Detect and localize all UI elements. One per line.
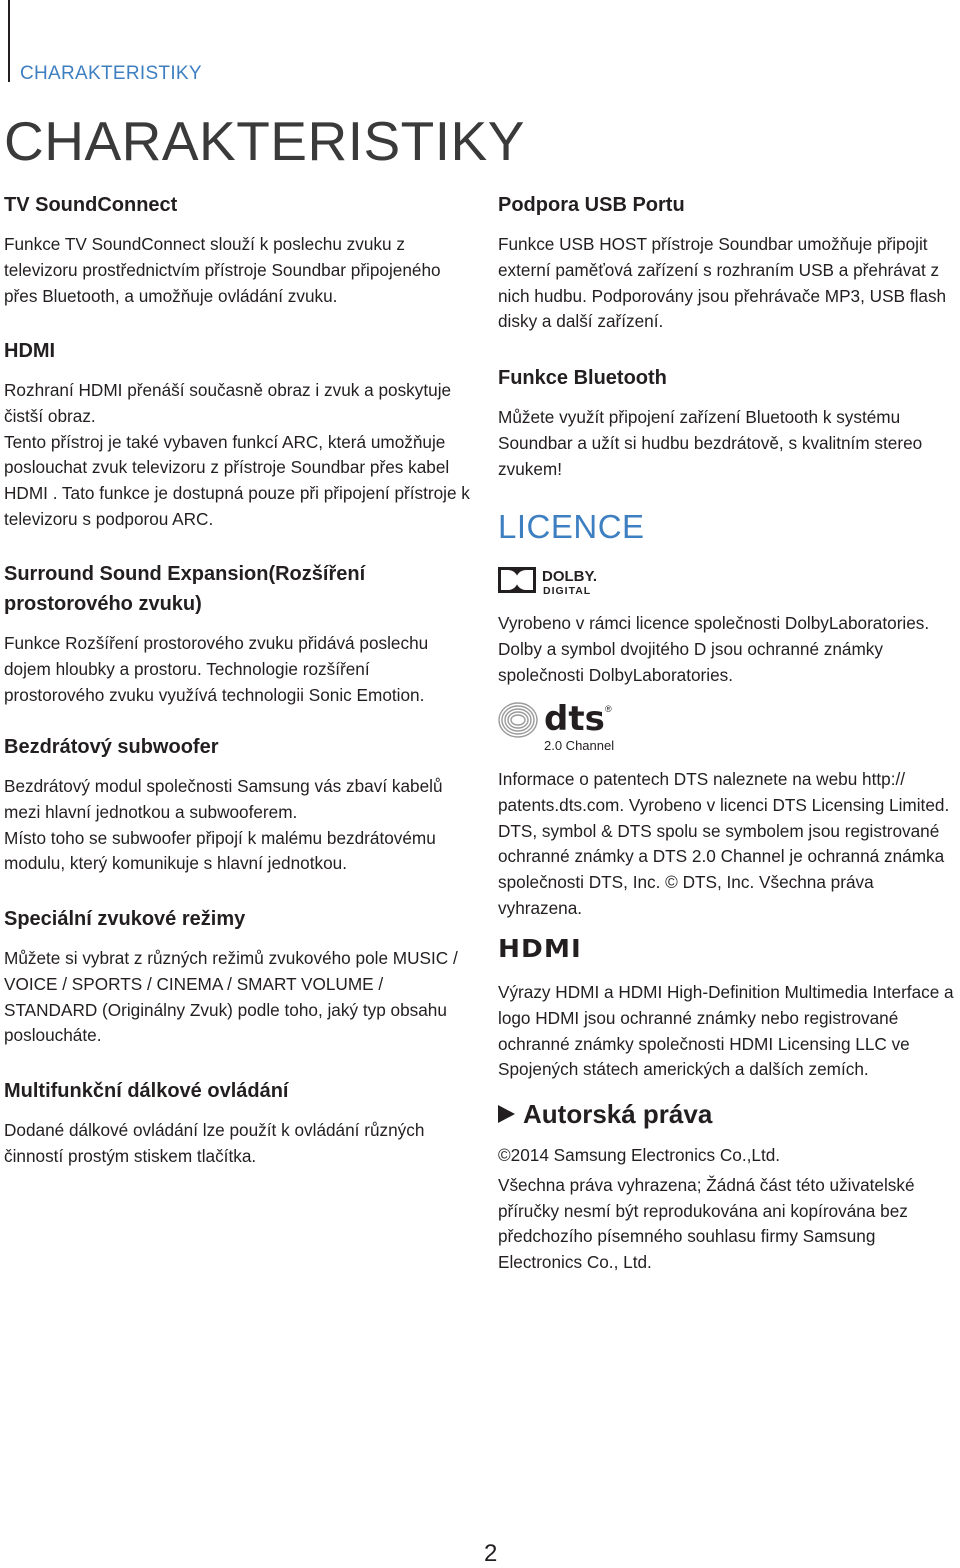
triangle-bullet-icon (498, 1105, 515, 1123)
section-surround (4, 559, 474, 708)
section-heading: Bezdrátový subwoofer (4, 736, 219, 758)
page-number: 2 (484, 1540, 498, 1567)
section-hdmi (4, 336, 474, 533)
copyright-heading-text: Autorská práva (523, 1099, 713, 1129)
licence-title: LICENCE (498, 508, 645, 545)
section-text: Tento přístroj je také vybaven funkcí ARC, která umožňuje poslouchat zvuk televizoru z přístroje Soundbar přes kabel HDMI . Tato funkce je dostupná pouze při připojení přístroje k televizoru s podporou ARC. (4, 431, 470, 529)
section-heading: Speciální zvukové režimy (4, 908, 246, 930)
dts-logo-sub: 2.0 Channel (544, 738, 615, 753)
section-heading: Multifunkční dálkové ovládání (4, 1080, 289, 1102)
copyright-heading (498, 1099, 712, 1130)
section-text: Všechna práva vyhrazena; Žádná část této uživatelské příručky nesmí být reprodukována ani kopírována bez předchozího písemného souhlasu firmy Samsung Electronics Co., Ltd. (498, 1174, 915, 1273)
section-tv-soundconnect (4, 190, 474, 309)
section-text: Můžete si vybrat z různých režimů zvukového pole MUSIC / VOICE / SPORTS / CINEMA / SMART VOLUME / STANDARD (Originálny Zvuk) podle toho, jaký typ obsahu posloucháte. (4, 948, 458, 1046)
section-dts (498, 767, 960, 922)
dolby-logo-word: DOLBY. (542, 568, 598, 585)
section-text: Místo toho se subwoofer připojí k malému bezdrátovému modulu, který komunikuje s hlavní jednotkou. (4, 827, 436, 874)
page-title: CHARAKTERISTIKY (4, 110, 525, 172)
section-text: Funkce Rozšíření prostorového zvuku přidává poslechu dojem hloubky a prostoru. Technologie rozšíření prostorového zvuku využívá technologii Sonic Emotion. (4, 633, 429, 705)
section-heading: HDMI (4, 340, 56, 362)
section-text: Rozhraní HDMI přenáší současně obraz i zvuk a poskytuje čistší obraz. (4, 380, 452, 426)
section-text: Bezdrátový modul společnosti Samsung vás zbaví kabelů mezi hlavní jednotkou a subwooferem. (4, 776, 443, 822)
section-text: Můžete využít připojení zařízení Bluetooth k systému Soundbar a užít si hudbu bezdrátově, s kvalitním stereo zvukem! (498, 407, 923, 479)
dts-disc-icon (499, 703, 537, 737)
section-copyright (498, 1143, 960, 1276)
section-text: Výrazy HDMI a HDMI High-Definition Multimedia Interface a logo HDMI jsou ochranné známky nebo registrované ochranné známky společnosti HDMI Licensing LLC ve Spojených státech amerických a dalších zemích. (498, 982, 954, 1080)
margin-rule (8, 0, 10, 82)
section-sound-modes (4, 904, 474, 1049)
running-head: CHARAKTERISTIKY (20, 63, 202, 84)
section-dolby (498, 611, 960, 688)
section-bluetooth (498, 363, 960, 482)
section-heading: Funkce Bluetooth (498, 367, 667, 389)
section-heading: TV SoundConnect (4, 194, 178, 216)
section-text: Informace o patentech DTS naleznete na webu http:// patents.dts.com. Vyrobeno v licenci DTS Licensing Limited. DTS, symbol & DTS spolu se symbolem jsou registrované ochranné známky a DTS 2.0 Channel je ochranná známka společnosti DTS, Inc. © DTS, Inc. Všechna práva vyhrazena. (498, 769, 950, 918)
section-text: Dodané dálkové ovládání lze použít k ovládání různých činností prostým stiskem tlačítka. (4, 1120, 425, 1166)
section-heading: Podpora USB Portu (498, 194, 685, 216)
hdmi-logo (498, 935, 618, 961)
section-usb (498, 190, 960, 335)
section-text: Vyrobeno v rámci licence společnosti DolbyLaboratories. Dolby a symbol dvojitého D jsou ochranné známky společnosti DolbyLaboratories. (498, 613, 930, 685)
dts-registered-mark: ® (605, 704, 612, 714)
section-text: Funkce USB HOST přístroje Soundbar umožňuje připojit externí paměťová zařízení s rozhraním USB a přehrávat z nich hudbu. Podporovány jsou přehrávače MP3, USB flash disky a další zařízení. (498, 234, 947, 332)
dts-logo-word: dts (544, 700, 605, 739)
dts-logo (498, 700, 618, 754)
section-heading: Surround Sound Expansion(Rozšíření prostorového zvuku) (4, 563, 366, 615)
section-text: Funkce TV SoundConnect slouží k poslechu zvuku z televizoru prostřednictvím přístroje Soundbar připojeného přes Bluetooth, a umožňuje ovládání zvuku. (4, 234, 441, 306)
section-text: ©2014 Samsung Electronics Co.,Ltd. (498, 1145, 781, 1165)
section-hdmi-licence (498, 980, 960, 1083)
dolby-logo-sub: DIGITAL (543, 585, 592, 597)
section-subwoofer (4, 732, 474, 877)
dolby-digital-logo (498, 565, 618, 597)
hdmi-logo-word: HDMI (498, 935, 582, 961)
section-remote (4, 1076, 474, 1170)
